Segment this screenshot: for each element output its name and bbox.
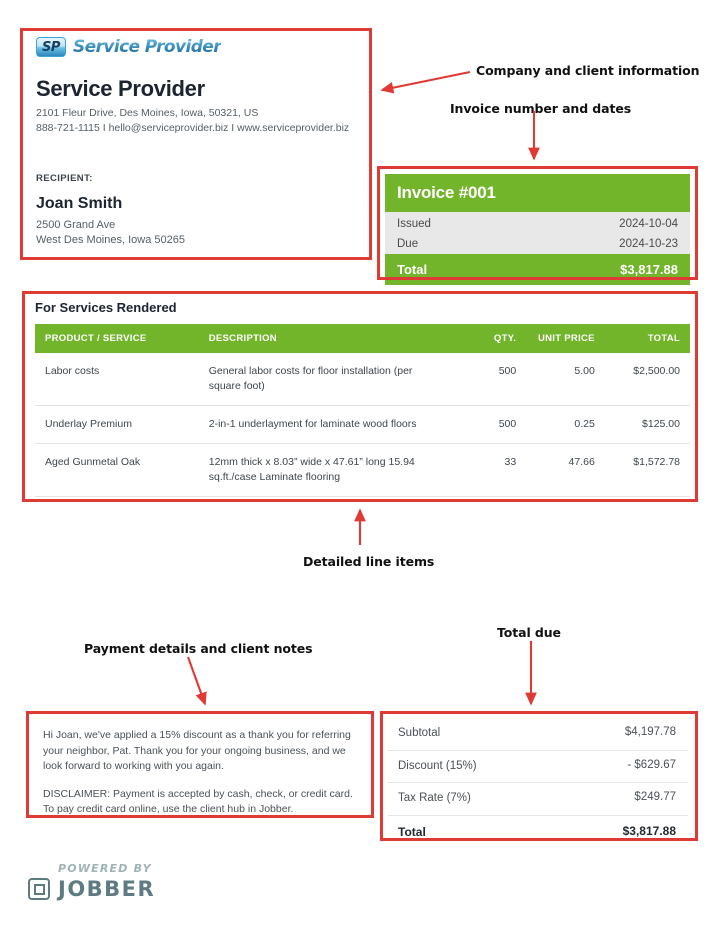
column-header-qty: QTY. <box>454 324 526 353</box>
recipient-name: Joan Smith <box>36 195 123 212</box>
cell-unit-price: 0.25 <box>526 405 605 443</box>
annotation-label-line-items: Detailed line items <box>303 554 435 569</box>
logo-wordmark: Service Provider <box>73 37 221 57</box>
column-header-total: TOTAL <box>605 324 690 353</box>
powered-by-label: POWERED BY <box>58 862 152 875</box>
company-name: Service Provider <box>36 76 205 101</box>
cell-unit-price: 5.00 <box>526 353 605 405</box>
cell-description: 12mm thick x 8.03” wide x 47.61” long 15.94 sq.ft./case Laminate flooring <box>199 443 454 496</box>
invoice-total-label: Total <box>397 262 428 277</box>
jobber-wordmark: JOBBER <box>58 877 156 901</box>
totals-label: Subtotal <box>398 727 441 739</box>
cell-total: $1,572.78 <box>605 443 690 496</box>
note-paragraph-1: Hi Joan, we've applied a 15% discount as a thank you for referring your neighbor, Pat. Thank you for your ongoing business, and we look forward to working with you again. <box>43 729 351 773</box>
cell-total: $2,500.00 <box>605 353 690 405</box>
cell-qty: 33 <box>454 443 526 496</box>
totals-value: $4,197.78 <box>624 726 676 738</box>
cell-description: 2-in-1 underlayment for laminate wood floors <box>199 405 454 443</box>
company-contact: 888-721-1115 I hello@serviceprovider.biz I www.serviceprovider.biz <box>36 122 350 135</box>
totals-value: - $629.67 <box>627 758 676 771</box>
note-paragraph-2: DISCLAIMER: Payment is accepted by cash, check, or credit card. To pay credit card online, use the client hub in Jobber. <box>43 787 353 816</box>
column-header-description: DESCRIPTION <box>199 324 454 353</box>
recipient-address-line-1: 2500 Grand Ave <box>36 219 116 231</box>
invoice-due-label: Due <box>397 238 419 250</box>
invoice-issued-value: 2024-10-04 <box>619 218 678 230</box>
totals-label: Total <box>398 824 426 839</box>
annotation-label-invoice: Invoice number and dates <box>450 101 632 116</box>
totals-label: Tax Rate (7%) <box>398 792 471 805</box>
invoice-due-value: 2024-10-23 <box>619 238 678 250</box>
totals-label: Discount (15%) <box>398 759 477 772</box>
invoice-total-value: $3,817.88 <box>620 262 678 277</box>
cell-product: Underlay Premium <box>35 405 199 443</box>
recipient-address-line-2: West Des Moines, Iowa 50265 <box>36 234 185 247</box>
company-address: 2101 Fleur Drive, Des Moines, Iowa, 50321, US <box>36 107 259 119</box>
column-header-product: PRODUCT / SERVICE <box>35 324 199 353</box>
services-heading: For Services Rendered <box>35 300 177 315</box>
cell-product: Aged Gunmetal Oak <box>35 443 199 496</box>
cell-qty: 500 <box>454 405 526 443</box>
cell-product: Labor costs <box>35 353 199 405</box>
sp-badge-text: SP <box>42 39 60 55</box>
cell-unit-price: 47.66 <box>526 443 605 496</box>
recipient-label: RECIPIENT: <box>36 173 93 184</box>
totals-value: $3,817.88 <box>622 823 676 838</box>
cell-description: General labor costs for floor installation (per square foot) <box>199 353 454 405</box>
cell-total: $125.00 <box>605 405 690 443</box>
invoice-issued-label: Issued <box>397 218 431 230</box>
invoice-number-title: Invoice #001 <box>385 174 690 212</box>
column-header-unit-price: UNIT PRICE <box>526 324 605 353</box>
cell-qty: 500 <box>454 353 526 405</box>
annotation-label-company: Company and client information <box>476 63 700 78</box>
annotation-label-notes: Payment details and client notes <box>84 641 313 656</box>
totals-value: $249.77 <box>634 791 676 804</box>
annotation-label-total-due: Total due <box>497 625 561 640</box>
